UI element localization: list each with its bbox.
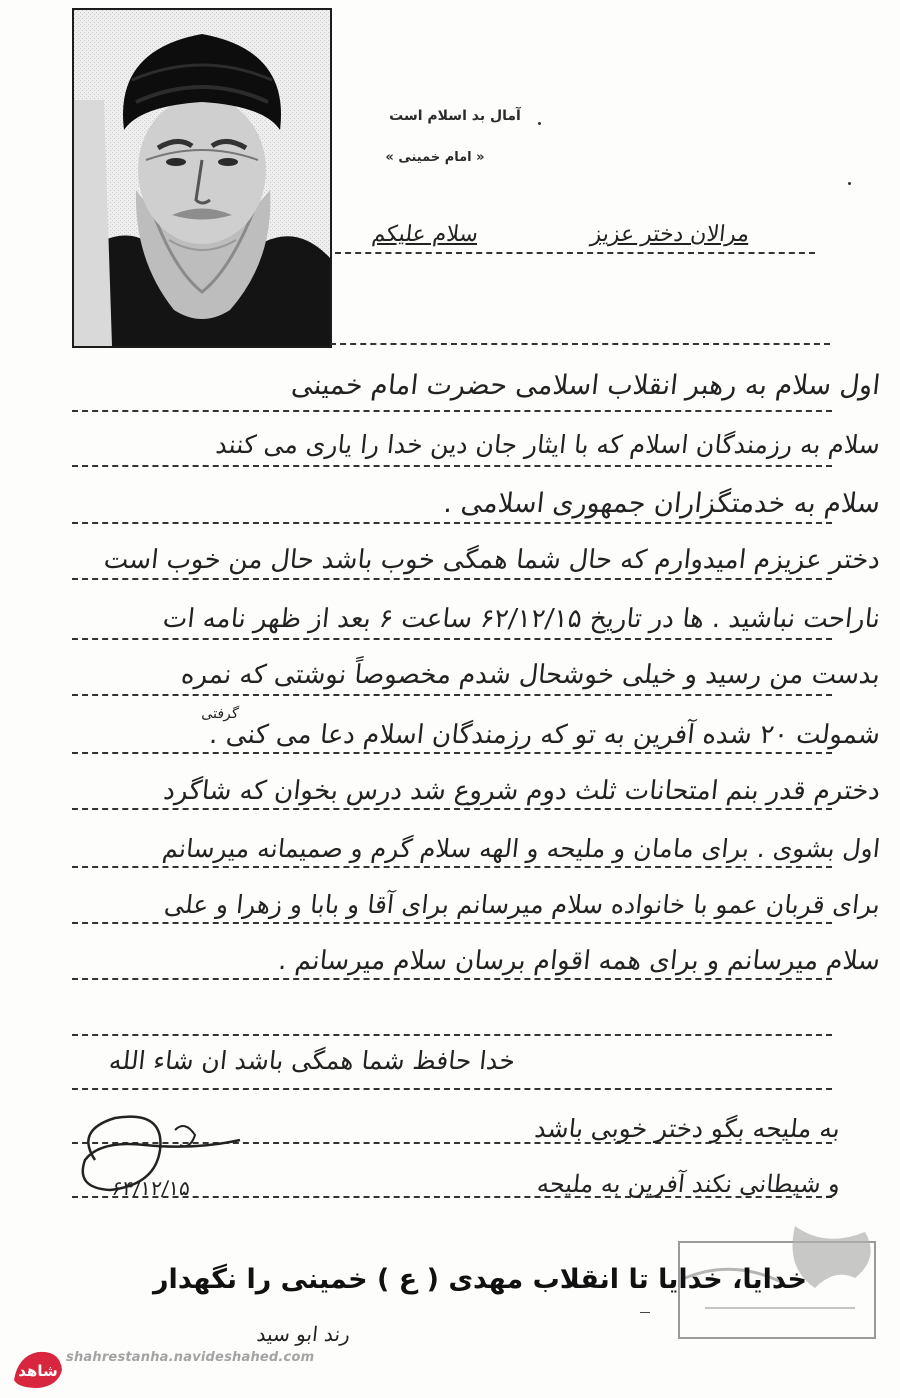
watermark-url: shahrestanha.navideshahed.com bbox=[66, 1350, 315, 1365]
letter-line: برای قربان عمو با خانواده سلام میرسانم برای آقا و بابا و زهرا و علی bbox=[162, 890, 882, 919]
ruled-line bbox=[72, 1088, 832, 1090]
site-watermark bbox=[8, 1336, 338, 1392]
stray-mark bbox=[538, 122, 541, 125]
letter-line: دخترم قدر بنم امتحانات ثلث دوم شروع شد درس بخوان که شاگرد bbox=[162, 776, 882, 806]
letter-date: ۶۴/۱۲/۱۵ bbox=[110, 1176, 192, 1200]
portrait-photo bbox=[72, 8, 332, 348]
ruled-line bbox=[72, 922, 832, 924]
letter-salutation: سلام علیکم bbox=[370, 222, 480, 247]
interlinear-note: گرفتی bbox=[200, 706, 240, 722]
letter-addressee: مرالان دختر عزیز bbox=[589, 222, 751, 247]
letter-line: سلام میرسانم و برای همه اقوام برسان سلام میرسانم . bbox=[277, 946, 882, 976]
ruled-line bbox=[72, 578, 832, 580]
ruled-line bbox=[72, 410, 832, 412]
letter-line: بدست من رسید و خیلی خوشحال شدم مخصوصاً نوشتی که نمره bbox=[179, 660, 882, 690]
bottom-note: رند ابو سید bbox=[255, 1322, 352, 1346]
letter-line: سلام به خدمتگزاران جمهوری اسلامی . bbox=[442, 488, 882, 519]
header-slogan: آمال بد اسلام است bbox=[389, 108, 521, 124]
portrait-illustration bbox=[74, 10, 330, 346]
ruled-line bbox=[335, 252, 815, 254]
ruled-line bbox=[72, 638, 832, 640]
ruled-line bbox=[640, 1312, 650, 1313]
letter-line: شمولت ۲۰ شده آفرین به تو که رزمندگان اسلام دعا می کنی . bbox=[208, 720, 882, 750]
ruled-line bbox=[72, 808, 832, 810]
ruled-line bbox=[72, 1034, 832, 1036]
letter-line: اول سلام به رهبر انقلاب اسلامی حضرت امام خمینی bbox=[289, 370, 882, 401]
ruled-line bbox=[72, 694, 832, 696]
ruled-line bbox=[72, 465, 832, 467]
ruled-line bbox=[72, 978, 832, 980]
letter-postscript: به ملیحه بگو دختر خوبی باشد bbox=[533, 1114, 842, 1143]
header-slogan-source: « امام خمینی » bbox=[385, 150, 485, 165]
letter-line: سلام به رزمندگان اسلام که با ایثار جان دین خدا را یاری می کنند bbox=[214, 430, 882, 459]
letter-line: ناراحت نباشید . ها در تاریخ ۶۲/۱۲/۱۵ ساعت ۶ بعد از ظهر نامه ات bbox=[161, 604, 882, 634]
ruled-line bbox=[72, 866, 832, 868]
ruled-line bbox=[72, 752, 832, 754]
signature bbox=[55, 1100, 255, 1210]
watermark-logo bbox=[8, 1336, 68, 1392]
ruled-line bbox=[72, 522, 832, 524]
letter-line: اول بشوی . برای مامان و ملیحه و الهه سلام گرم و صمیمانه میرسانم bbox=[161, 834, 882, 863]
footer-prayer: خدایا، خدایا تا انقلاب مهدی ( ع ) خمینی را نگهدار bbox=[153, 1264, 807, 1295]
letter-closing: خدا حافظ شما همگی باشد ان شاء الله bbox=[107, 1046, 517, 1075]
letter-line: دختر عزیزم امیدوارم که حال شما همگی خوب باشد حال من خوب است bbox=[102, 545, 882, 575]
ruled-line bbox=[330, 343, 830, 345]
letter-postscript: و شیطانی نکند آفرین به ملیحه bbox=[535, 1170, 842, 1198]
stray-mark bbox=[848, 182, 851, 185]
watermark-logo-text: شاهد bbox=[18, 1362, 58, 1380]
